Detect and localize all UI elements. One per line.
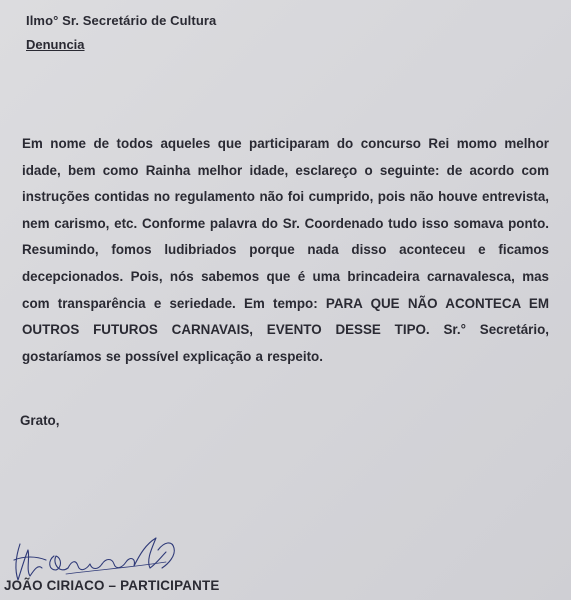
letter-body: Em nome de todos aqueles que participaram do concurso Rei momo melhor idade, bem como Rainha melhor idade, esclareço o seguinte: de acordo com instruções contidas no regulamento não foi cumprido, pois não houve entrevista, nem carismo, etc. Conforme palavra do Sr. Coordenado tudo isso somava ponto. Resumindo, fomos ludibriados porque nada disso aconteceu e ficamos decepcionados. Pois, nós sabemos que é uma brincadeira carnavalesca, mas com transparência e seriedade. Em tempo: PARA QUE NÃO ACONTECA EM OUTROS FUTUROS CARNAVAIS, EVENTO DESSE TIPO. Sr.° Secretário, gostaríamos se possível explicação a respeito. xyxy=(22,136,549,364)
recipient-line: Ilmo° Sr. Secretário de Cultura xyxy=(26,13,217,28)
subject-line: Denuncia xyxy=(26,37,85,52)
closing-line: Grato, xyxy=(20,413,60,428)
signer-name: JOÃO CIRIACO – PARTICIPANTE xyxy=(4,578,220,593)
